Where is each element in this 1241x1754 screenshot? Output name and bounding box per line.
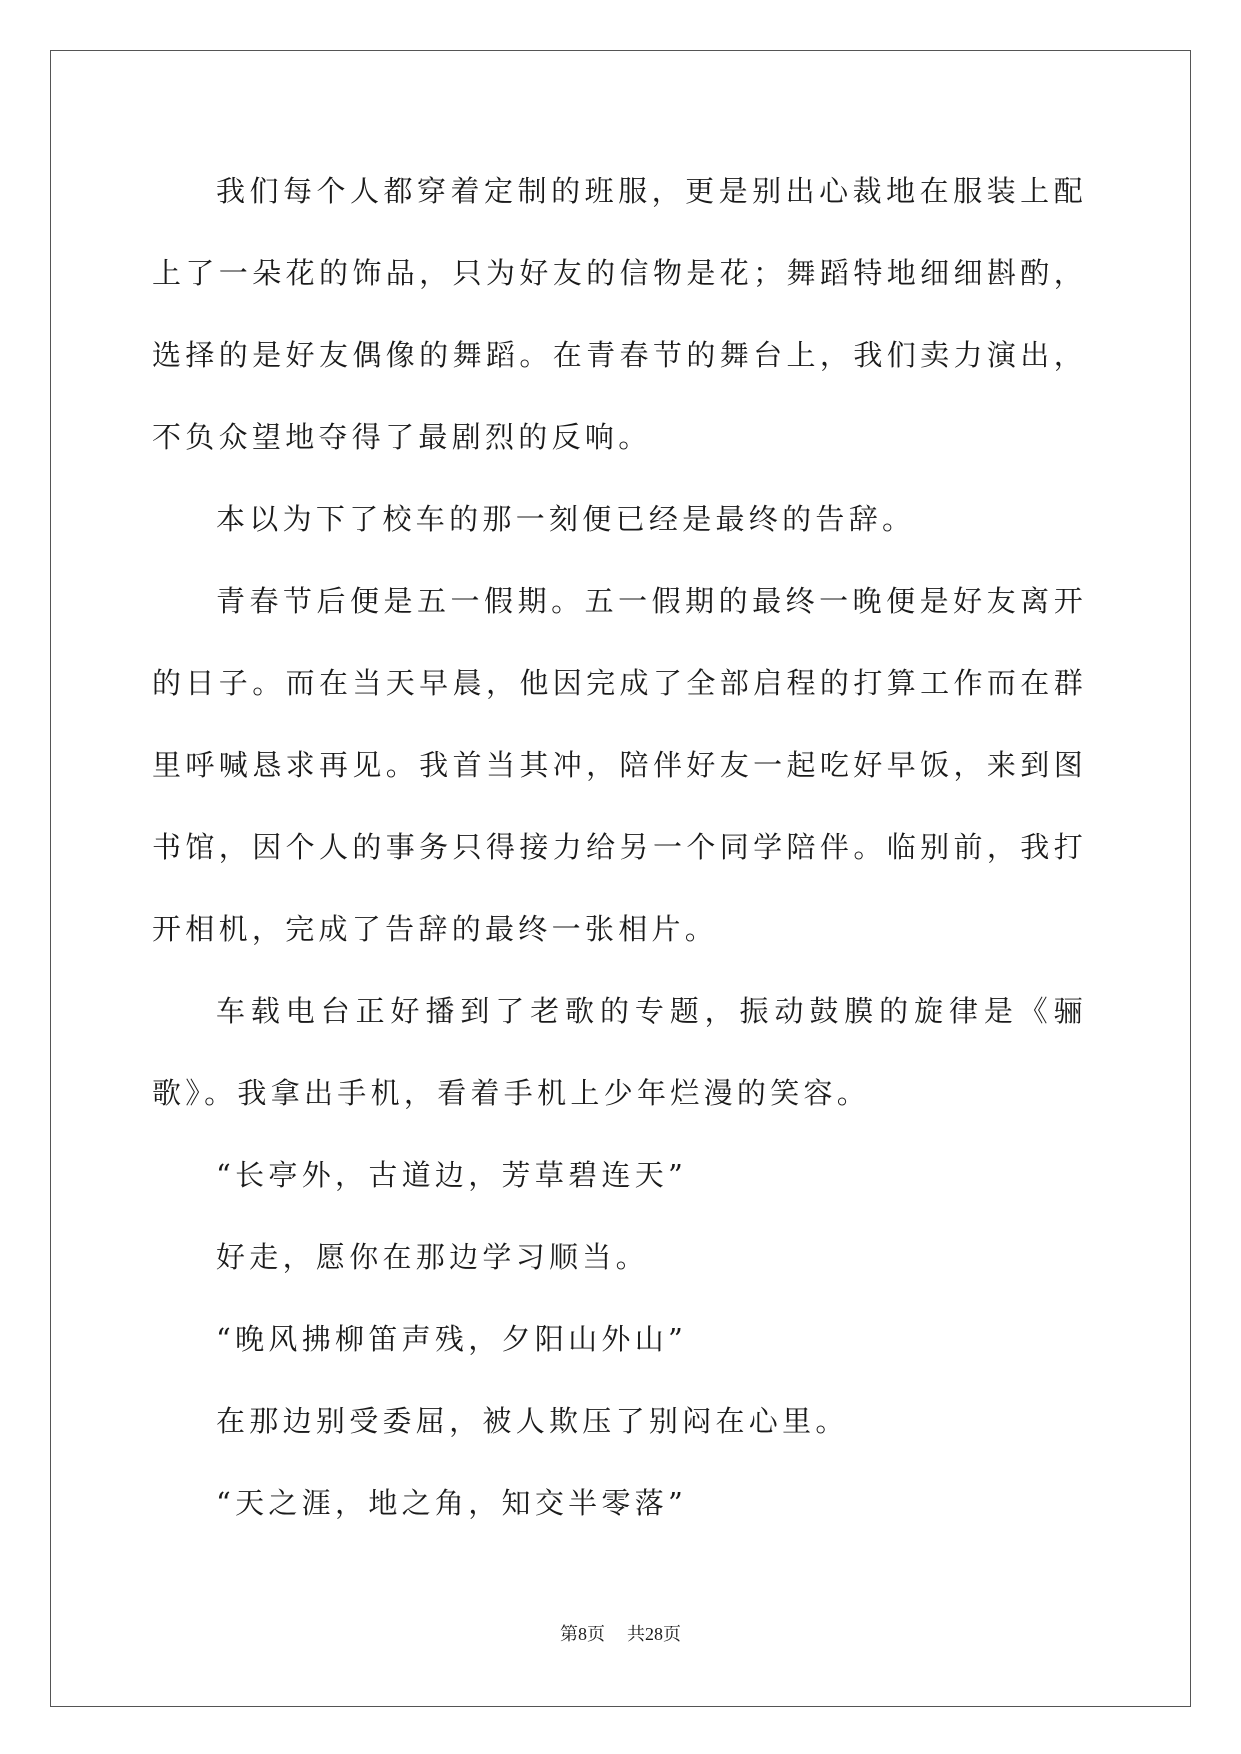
page-total: 共28页 <box>627 1624 681 1644</box>
paragraph: “晚风拂柳笛声残，夕阳山外山” <box>216 1322 688 1356</box>
paragraph: 好走，愿你在那边学习顺当。 <box>216 1240 649 1274</box>
paragraph: 青春节后便是五一假期。五一假期的最终一晚便是好友离开的日子。而在当天早晨，他因完成了全部启程的打算工作而在群里呼喊恳求再见。我首当其冲，陪伴好友一起吃好早饭，来到图书馆，因个人的事务只得接力给另一个同学陪伴。临别前，我打开相机，完成了告辞的最终一张相片。 <box>152 584 1087 946</box>
page-number: 第8页 <box>560 1624 605 1644</box>
document-body <box>152 150 1087 1544</box>
paragraph: “天之涯，地之角，知交半零落” <box>216 1486 688 1520</box>
paragraph: 我们每个人都穿着定制的班服，更是别出心裁地在服装上配上了一朵花的饰品，只为好友的信物是花；舞蹈特地细细斟酌，选择的是好友偶像的舞蹈。在青春节的舞台上，我们卖力演出，不负众望地夺得了最剧烈的反响。 <box>152 174 1087 454</box>
paragraph: “长亭外，古道边，芳草碧连天” <box>216 1158 688 1192</box>
page-footer <box>0 1620 1241 1646</box>
paragraph: 在那边别受委屈，被人欺压了别闷在心里。 <box>216 1404 849 1438</box>
paragraph: 本以为下了校车的那一刻便已经是最终的告辞。 <box>216 502 916 536</box>
paragraph: 车载电台正好播到了老歌的专题，振动鼓膜的旋律是《骊歌》。我拿出手机，看着手机上少年烂漫的笑容。 <box>152 994 1087 1110</box>
